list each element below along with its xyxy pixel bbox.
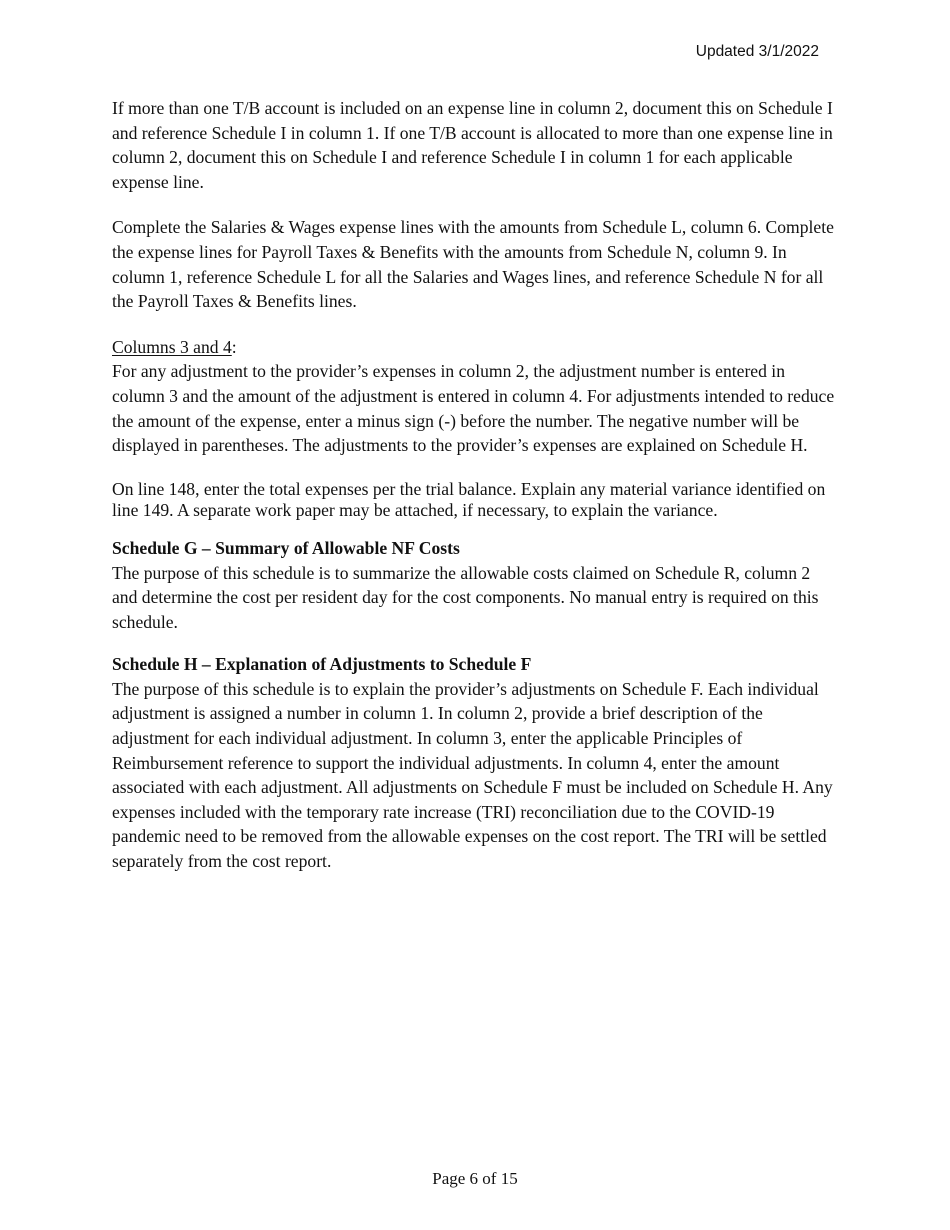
columns-3-4-label-text: Columns 3 and 4 — [112, 336, 232, 357]
columns-3-4-label-colon: : — [231, 336, 237, 357]
salaries-wages-paragraph: Complete the Salaries & Wages expense lines with the amounts from Schedule L, column 6. Complete the expense lines for Payroll Taxes & Benefits with the amounts from Schedule N, column 9. In column 1, reference Schedule L for all the Salaries and Wages lines, and reference Schedule N for all the Payroll Taxes & Benefits lines. — [112, 217, 834, 312]
schedule-h-heading: Schedule H – Explanation of Adjustments to Schedule F — [112, 654, 532, 675]
page-number: Page 6 of 15 — [432, 1169, 518, 1188]
document-body — [112, 96, 837, 874]
tb-account-paragraph: If more than one T/B account is included on an expense line in column 2, document this on Schedule I and reference Schedule I in column 1. If one T/B account is allocated to more than one expense line in column 2, document this on Schedule I and reference Schedule I in column 1 for each applicable expense line. — [112, 98, 833, 192]
columns-3-4-label — [112, 335, 837, 360]
schedule-h-paragraph: The purpose of this schedule is to explain the provider’s adjustments on Schedule F. Each individual adjustment is assigned a number in column 1. In column 2, provide a brief description of the adjustment for each individual adjustment. In column 3, enter the applicable Principles of Reimbursement reference to support the individual adjustments. In column 4, enter the amount associated with each adjustment. All adjustments on Schedule F must be included on Schedule H. Any expenses included with the temporary rate increase (TRI) reconciliation due to the COVID-19 pandemic need to be removed from the allowable expenses on the cost report. The TRI will be settled separately from the cost report. — [112, 678, 833, 872]
schedule-g-heading: Schedule G – Summary of Allowable NF Costs — [112, 537, 460, 558]
trial-balance-paragraph: On line 148, enter the total expenses per the trial balance. Explain any material variance identified on line 149. A separate work paper may be attached, if necessary, to explain the variance. — [112, 478, 826, 521]
updated-date: Updated 3/1/2022 — [695, 43, 819, 60]
adjustments-paragraph: For any adjustment to the provider’s expenses in column 2, the adjustment number is entered in column 3 and the amount of the adjustment is entered in column 4. For adjustments intended to reduce the amount of the expense, enter a minus sign (-) before the number. The negative number will be displayed in parentheses. The adjustments to the provider’s expenses are explained on Schedule H. — [112, 361, 835, 456]
schedule-g-paragraph: The purpose of this schedule is to summarize the allowable costs claimed on Schedule R, column 2 and determine the cost per resident day for the cost components. No manual entry is required on this schedule. — [112, 562, 819, 632]
